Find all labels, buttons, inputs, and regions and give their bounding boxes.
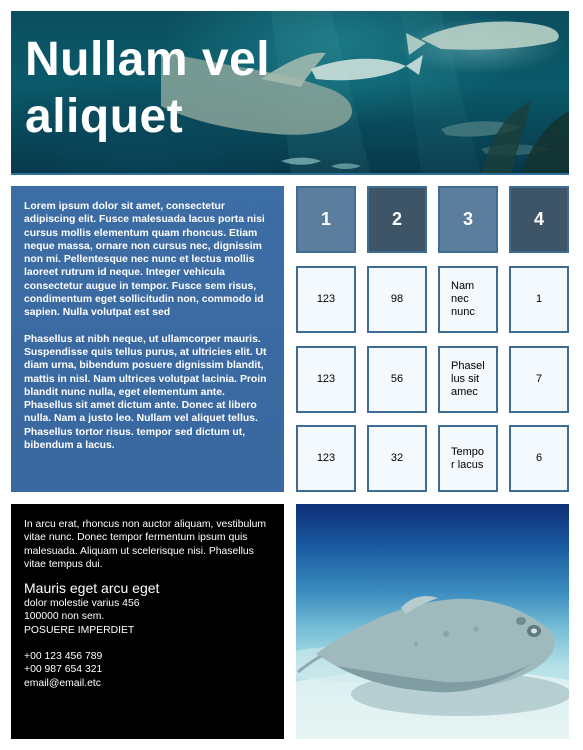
spacer [24,637,272,650]
grid-header-2: 2 [367,186,427,253]
grid-cell: 7 [509,346,569,413]
page-title: Nullam vel aliquet [25,33,271,143]
grid-cell: 32 [367,425,427,492]
header-banner-image [11,11,569,175]
grid-cell: 98 [367,266,427,333]
grid-cell: Nam nec nunc [438,266,498,333]
grid-cell: Phasel lus sit amec [438,346,498,413]
email-link[interactable]: email@email.etc [24,677,101,689]
address-line-3: POSUERE IMPERDIET [24,624,135,636]
contact-panel [11,504,284,739]
stingray-photo [296,504,569,739]
grid-cell: Tempo r lacus [438,425,498,492]
grid-cell: 56 [367,346,427,413]
grid-header-4: 4 [509,186,569,253]
contact-blurb: In arcu erat, rhoncus non auctor aliquam, vestibulum vitae nunc. Donec tempor fermentum ipsum quis malesuada. Aliquam ut scelerisque nisi. Phasellus vitae tempus dui. [24,519,266,570]
intro-paragraph-2: Phasellus at nibh neque, ut ullamcorper mauris. Suspendisse quis tellus purus, at ultricies elit. Ut diam urna, bibendum posuere dignissim blandit, mattis in nisl. Nam ultrices volutpat lacinia. Proin blandit nunc nulla, eget elementum ante. Phasellus sit amet dictum ante. Donec at libero nulla. Nam a justo leo. Nullam vel aliquet tellus. Phasellus tortor risus. tempor sed dictum ut, bibendum a lacus. [24,333,267,452]
grid-header-3: 3 [438,186,498,253]
company-name: Mauris eget arcu eget [24,580,160,597]
grid-header-1: 1 [296,186,356,253]
address-line-1: dolor molestie varius 456 [24,598,140,610]
stingray-illustration [296,504,569,739]
intro-paragraph-1: Lorem ipsum dolor sit amet, consectetur adipiscing elit. Fusce malesuada lacus porta nisi cursus mollis elementum quam rhoncus. Etiam neque massa, ornare non cursus nec, dignissim non mi. Pellentesque nec nunc et lectus mollis laoreet rutrum id neque. Integer vehicula consectetur augue in tempor. Fusce sem risus, condimentum eget sollicitudin non, commodo id sapien. Nulla volutpat est sed [24,201,265,319]
grid-cell: 6 [509,425,569,492]
grid-cell: 123 [296,346,356,413]
phone-1[interactable]: +00 123 456 789 [24,651,103,663]
grid-cell: 1 [509,266,569,333]
grid-cell: 123 [296,425,356,492]
address-line-2: 100000 non sem. [24,611,105,623]
intro-text-panel [11,186,284,492]
phone-2[interactable]: +00 987 654 321 [24,664,103,676]
grid-cell: 123 [296,266,356,333]
